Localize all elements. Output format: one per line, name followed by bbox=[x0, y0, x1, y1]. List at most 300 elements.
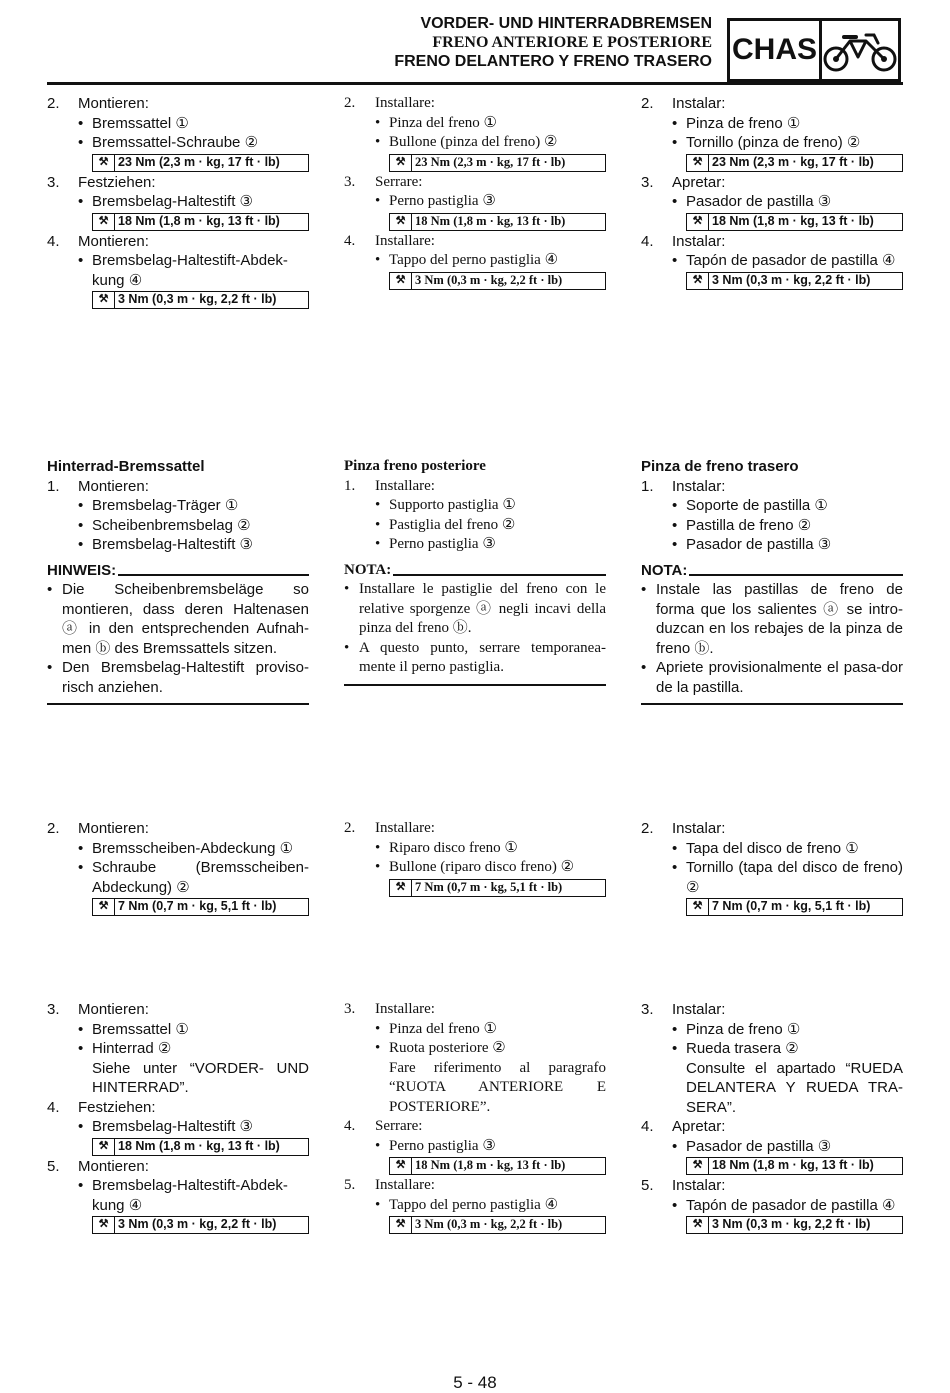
torque-value: 23 Nm (2,3 m · kg, 17 ft · lb) bbox=[712, 154, 874, 169]
wrench-icon: ⚒ bbox=[93, 1139, 115, 1155]
wrench-icon: ⚒ bbox=[390, 214, 412, 230]
step-action: Montieren: bbox=[78, 232, 149, 250]
bullet: • bbox=[78, 1118, 84, 1135]
note-text: Den Bremsbelag-Haltestift proviso-risch anziehen. bbox=[62, 659, 309, 696]
bullet: • bbox=[78, 1040, 84, 1057]
step-number: 2. bbox=[641, 95, 654, 112]
list-item bbox=[641, 114, 903, 134]
torque-spec bbox=[389, 213, 606, 231]
list-item bbox=[344, 535, 606, 555]
torque-spec bbox=[389, 154, 606, 172]
torque-spec bbox=[92, 1216, 309, 1234]
wrench-icon: ⚒ bbox=[93, 155, 115, 171]
item-text: Bullone (pinza del freno) ② bbox=[389, 134, 558, 150]
list-item bbox=[344, 1196, 606, 1216]
list-item bbox=[344, 192, 606, 212]
bullet: • bbox=[672, 859, 678, 876]
wrench-icon: ⚒ bbox=[390, 155, 412, 171]
step bbox=[641, 1000, 903, 1020]
item-text: Soporte de pastilla ① bbox=[686, 497, 828, 514]
list-item bbox=[641, 496, 903, 516]
wrench-icon: ⚒ bbox=[687, 214, 709, 230]
step-action: Installare: bbox=[375, 820, 435, 836]
item-text: Hinterrad ② bbox=[92, 1040, 172, 1057]
step-action: Serrare: bbox=[375, 1118, 423, 1134]
step-action: Festziehen: bbox=[78, 173, 156, 191]
it-section-3 bbox=[344, 819, 606, 898]
item-text: Bremsscheiben-Abdeckung ① bbox=[92, 839, 294, 857]
page-header-titles bbox=[394, 14, 712, 71]
step-action: Festziehen: bbox=[78, 1098, 156, 1116]
step bbox=[641, 1176, 903, 1196]
step-number: 1. bbox=[344, 477, 356, 494]
step bbox=[47, 477, 309, 497]
bullet: • bbox=[672, 497, 678, 514]
step-number: 3. bbox=[344, 1001, 356, 1017]
step-action: Apretar: bbox=[672, 173, 726, 191]
step-action: Installare: bbox=[375, 95, 435, 111]
torque-value: 3 Nm (0,3 m · kg, 2,2 ft · lb) bbox=[712, 272, 871, 287]
wrench-icon: ⚒ bbox=[93, 292, 115, 308]
item-text: Pastiglia del freno ② bbox=[389, 516, 516, 533]
wrench-icon: ⚒ bbox=[687, 1217, 709, 1233]
note-heading bbox=[47, 561, 309, 581]
step bbox=[641, 232, 903, 252]
torque-value: 3 Nm (0,3 m · kg, 2,2 ft · lb) bbox=[415, 1217, 563, 1232]
note-text: A questo punto, serrare temporanea-mente il perno pastiglia. bbox=[359, 639, 606, 675]
bullet: • bbox=[78, 839, 84, 857]
bullet: • bbox=[672, 536, 678, 553]
list-item bbox=[47, 1117, 309, 1137]
item-text: Rueda trasera ② bbox=[686, 1040, 799, 1057]
step-action: Montieren: bbox=[78, 95, 149, 112]
step bbox=[344, 1176, 606, 1196]
bullet: • bbox=[78, 134, 84, 151]
step-number: 2. bbox=[344, 95, 356, 111]
list-item bbox=[641, 1039, 903, 1059]
step bbox=[344, 477, 606, 497]
motorcycle-icon bbox=[822, 21, 898, 79]
torque-value: 7 Nm (0,7 m · kg, 5,1 ft · lb) bbox=[415, 879, 563, 894]
list-item bbox=[47, 1020, 309, 1040]
item-text: Tornillo (tapa del disco de freno) ② bbox=[686, 859, 903, 896]
item-text: Bullone (riparo disco freno) ② bbox=[389, 859, 575, 875]
bullet: • bbox=[672, 1020, 678, 1038]
step bbox=[344, 1117, 606, 1137]
list-item bbox=[641, 133, 903, 153]
step-number: 2. bbox=[47, 820, 60, 837]
list-item bbox=[47, 516, 309, 536]
bullet: • bbox=[375, 134, 381, 150]
step-action: Instalar: bbox=[672, 477, 726, 495]
note-text: Apriete provisionalmente el pasa-dor de la pastilla. bbox=[656, 659, 903, 696]
bullet: • bbox=[78, 252, 84, 269]
item-text: Pinza del freno ① bbox=[389, 114, 497, 131]
list-item bbox=[641, 1020, 903, 1040]
de-section-4 bbox=[47, 1000, 309, 1235]
list-item bbox=[47, 114, 309, 134]
step-action: Montieren: bbox=[78, 1157, 149, 1175]
wrench-icon: ⚒ bbox=[93, 899, 115, 915]
list-item bbox=[47, 858, 309, 897]
torque-spec bbox=[686, 1157, 903, 1175]
wrench-icon: ⚒ bbox=[687, 273, 709, 289]
bullet: • bbox=[47, 581, 53, 598]
note-end-rule bbox=[641, 703, 903, 705]
page-number: 5 - 48 bbox=[453, 1373, 497, 1392]
bullet: • bbox=[344, 639, 350, 656]
note-heading bbox=[641, 561, 903, 581]
bullet: • bbox=[672, 1196, 678, 1214]
step bbox=[344, 232, 606, 252]
item-text: Bremssattel ① bbox=[92, 114, 189, 132]
wrench-icon: ⚒ bbox=[687, 1158, 709, 1174]
torque-value: 3 Nm (0,3 m · kg, 2,2 ft · lb) bbox=[118, 1217, 277, 1232]
bullet: • bbox=[672, 516, 678, 534]
bullet: • bbox=[78, 859, 84, 876]
wrench-icon: ⚒ bbox=[93, 1217, 115, 1233]
item-text: Tapa del disco de freno ① bbox=[686, 839, 859, 857]
item-text: Bremssattel ① bbox=[92, 1020, 189, 1038]
step bbox=[641, 819, 903, 839]
step-number: 4. bbox=[47, 1098, 60, 1116]
step-action: Instalar: bbox=[672, 232, 726, 250]
item-text: Supporto pastiglia ① bbox=[389, 497, 516, 513]
torque-spec bbox=[92, 154, 309, 172]
bullet: • bbox=[672, 1040, 678, 1057]
bullet: • bbox=[641, 581, 647, 598]
note-item bbox=[47, 658, 309, 697]
list-item bbox=[641, 1137, 903, 1157]
torque-value: 7 Nm (0,7 m · kg, 5,1 ft · lb) bbox=[118, 899, 277, 914]
step-action: Serrare: bbox=[375, 173, 423, 190]
bullet: • bbox=[78, 497, 84, 514]
list-item bbox=[344, 1020, 606, 1040]
note-rule bbox=[118, 574, 309, 576]
note-item bbox=[344, 580, 606, 639]
step bbox=[641, 173, 903, 193]
torque-value: 7 Nm (0,7 m · kg, 5,1 ft · lb) bbox=[712, 899, 871, 914]
section-heading: Pinza freno posteriore bbox=[344, 458, 486, 474]
wrench-icon: ⚒ bbox=[390, 880, 412, 896]
step-number: 1. bbox=[641, 477, 654, 495]
torque-value: 18 Nm (1,8 m · kg, 13 ft · lb) bbox=[118, 1138, 280, 1153]
bullet: • bbox=[375, 839, 381, 856]
step-action: Instalar: bbox=[672, 1001, 726, 1018]
bullet: • bbox=[78, 193, 84, 210]
item-text: Tapón de pasador de pastilla ④ bbox=[686, 252, 896, 269]
step-number: 5. bbox=[344, 1177, 356, 1193]
note-item bbox=[641, 580, 903, 658]
torque-spec bbox=[686, 272, 903, 290]
item-text: Tappo del perno pastiglia ④ bbox=[389, 1196, 559, 1213]
list-item bbox=[344, 839, 606, 859]
step-action: Instalar: bbox=[672, 95, 726, 112]
item-text: Tornillo (pinza de freno) ② bbox=[686, 134, 861, 151]
section-badge bbox=[727, 18, 901, 82]
item-text: Tappo del perno pastiglia ④ bbox=[389, 252, 559, 268]
list-item bbox=[47, 496, 309, 516]
list-item bbox=[641, 192, 903, 212]
item-text: Scheibenbremsbelag ② bbox=[92, 516, 251, 534]
bullet: • bbox=[47, 659, 53, 676]
step bbox=[344, 173, 606, 193]
bullet: • bbox=[375, 193, 381, 209]
reference-text: Consulte el apartado “RUEDA DELANTERA Y RUEDA TRA-SERA”. bbox=[686, 1059, 903, 1116]
note-text: Installare le pastiglie del freno con le relative sporgenze ⓐ negli incavi della pinza del freno ⓑ. bbox=[359, 581, 606, 636]
de-section-2 bbox=[47, 457, 309, 705]
step-number: 5. bbox=[47, 1157, 60, 1175]
note-text: Die Scheibenbremsbeläge so montieren, dass deren Haltenasen ⓐ in den entsprechenden Aufnah-men ⓑ des Bremssattels sitzen. bbox=[62, 581, 309, 657]
step-action: Installare: bbox=[375, 1177, 435, 1193]
item-text: Pasador de pastilla ③ bbox=[686, 1137, 832, 1155]
wrench-icon: ⚒ bbox=[390, 1217, 412, 1233]
note-item bbox=[47, 580, 309, 658]
step-action: Apretar: bbox=[672, 1118, 726, 1135]
list-item bbox=[344, 1039, 606, 1059]
item-text: Bremsbelag-Haltestift-Abdek-kung ④ bbox=[92, 1177, 288, 1214]
bullet: • bbox=[672, 134, 678, 151]
bullet: • bbox=[375, 516, 381, 533]
wrench-icon: ⚒ bbox=[390, 1158, 412, 1174]
step bbox=[47, 94, 309, 114]
es-section-2 bbox=[641, 457, 903, 705]
note-item bbox=[641, 658, 903, 697]
note-rule bbox=[393, 574, 606, 576]
item-text: Bremsbelag-Träger ① bbox=[92, 497, 239, 514]
list-item bbox=[344, 114, 606, 134]
bullet: • bbox=[672, 114, 678, 132]
note-end-rule bbox=[344, 684, 606, 686]
bullet: • bbox=[78, 114, 84, 132]
step-number: 2. bbox=[641, 820, 654, 837]
step-number: 3. bbox=[47, 1001, 60, 1018]
step-number: 2. bbox=[47, 95, 60, 112]
list-item bbox=[47, 192, 309, 212]
torque-spec bbox=[92, 1138, 309, 1156]
step bbox=[47, 1157, 309, 1177]
item-text: Schraube (Bremsscheiben-Abdeckung) ② bbox=[92, 859, 309, 896]
step-number: 4. bbox=[641, 232, 654, 250]
reference-text: Fare riferimento al paragrafo “RUOTA ANTERIORE E POSTERIORE”. bbox=[389, 1059, 606, 1115]
step-action: Installare: bbox=[375, 1001, 435, 1017]
wrench-icon: ⚒ bbox=[93, 214, 115, 230]
note-rule bbox=[689, 574, 903, 576]
step-action: Montieren: bbox=[78, 820, 149, 837]
header-rule bbox=[47, 82, 903, 85]
step-action: Montieren: bbox=[78, 477, 149, 495]
de-section-3 bbox=[47, 819, 309, 917]
bullet: • bbox=[641, 659, 647, 676]
bullet: • bbox=[375, 1196, 381, 1213]
step-action: Instalar: bbox=[672, 820, 726, 837]
step bbox=[47, 232, 309, 252]
note-heading bbox=[344, 561, 606, 581]
bullet: • bbox=[375, 114, 381, 131]
bullet: • bbox=[672, 252, 678, 269]
torque-spec bbox=[686, 154, 903, 172]
item-text: Bremsbelag-Haltestift ③ bbox=[92, 193, 254, 210]
item-text: Perno pastiglia ③ bbox=[389, 536, 496, 552]
item-text: Perno pastiglia ③ bbox=[389, 1137, 496, 1154]
torque-value: 3 Nm (0,3 m · kg, 2,2 ft · lb) bbox=[118, 292, 277, 307]
list-item bbox=[641, 858, 903, 897]
item-text: Pinza de freno ① bbox=[686, 1020, 801, 1038]
item-text: Ruota posteriore ② bbox=[389, 1040, 506, 1056]
title-es: FRENO DELANTERO Y FRENO TRASERO bbox=[394, 53, 712, 70]
bullet: • bbox=[344, 581, 350, 597]
step-number: 2. bbox=[344, 820, 356, 836]
step bbox=[641, 477, 903, 497]
step-number: 4. bbox=[344, 1118, 356, 1134]
torque-spec bbox=[92, 898, 309, 916]
list-item bbox=[641, 516, 903, 536]
bullet: • bbox=[672, 193, 678, 210]
step-action: Installare: bbox=[375, 477, 435, 494]
step bbox=[344, 819, 606, 839]
list-item bbox=[641, 251, 903, 271]
torque-spec bbox=[389, 1216, 606, 1234]
list-item bbox=[47, 535, 309, 555]
note-text: Instale las pastillas de freno de forma que los salientes ⓐ se intro-duzcan en los rebajes de la pinza de freno ⓑ. bbox=[656, 581, 903, 657]
torque-value: 18 Nm (1,8 m · kg, 13 ft · lb) bbox=[118, 213, 280, 228]
list-item bbox=[344, 496, 606, 516]
list-item bbox=[344, 858, 606, 878]
section-heading: Hinterrad-Bremssattel bbox=[47, 458, 205, 475]
list-item bbox=[641, 839, 903, 859]
step-number: 4. bbox=[641, 1118, 654, 1135]
torque-spec bbox=[686, 1216, 903, 1234]
bullet: • bbox=[375, 536, 381, 552]
bullet: • bbox=[375, 859, 381, 875]
step-action: Installare: bbox=[375, 232, 435, 249]
item-text: Perno pastiglia ③ bbox=[389, 193, 496, 209]
step bbox=[47, 173, 309, 193]
bullet: • bbox=[672, 1137, 678, 1155]
reference-text: Siehe unter “VORDER- UND HINTERRAD”. bbox=[92, 1059, 309, 1096]
step-number: 3. bbox=[641, 173, 654, 191]
bullet: • bbox=[78, 1020, 84, 1038]
bullet: • bbox=[375, 252, 381, 268]
torque-spec bbox=[389, 879, 606, 897]
list-item bbox=[641, 535, 903, 555]
torque-value: 18 Nm (1,8 m · kg, 13 ft · lb) bbox=[712, 213, 874, 228]
step-number: 3. bbox=[47, 173, 60, 191]
list-item bbox=[47, 251, 309, 290]
torque-value: 18 Nm (1,8 m · kg, 13 ft · lb) bbox=[415, 213, 566, 228]
step-action: Montieren: bbox=[78, 1001, 149, 1018]
it-section-4 bbox=[344, 1000, 606, 1235]
list-item bbox=[344, 133, 606, 153]
step bbox=[47, 1098, 309, 1118]
list-item bbox=[47, 839, 309, 859]
section-heading: Pinza de freno trasero bbox=[641, 458, 799, 475]
torque-value: 3 Nm (0,3 m · kg, 2,2 ft · lb) bbox=[712, 1217, 871, 1232]
bullet: • bbox=[78, 516, 84, 534]
item-text: Pasador de pastilla ③ bbox=[686, 193, 832, 210]
torque-spec bbox=[686, 898, 903, 916]
step-number: 4. bbox=[344, 232, 356, 249]
list-item bbox=[47, 133, 309, 153]
step bbox=[344, 1000, 606, 1020]
item-text: Riparo disco freno ① bbox=[389, 839, 518, 856]
bullet: • bbox=[672, 839, 678, 857]
torque-spec bbox=[389, 272, 606, 290]
note-title: NOTA: bbox=[641, 561, 688, 579]
step bbox=[641, 94, 903, 114]
bullet: • bbox=[375, 1137, 381, 1154]
note-title: HINWEIS: bbox=[47, 561, 117, 579]
item-text: Pinza del freno ① bbox=[389, 1020, 497, 1037]
step bbox=[344, 94, 606, 114]
bullet: • bbox=[78, 1177, 84, 1194]
item-text: Tapón de pasador de pastilla ④ bbox=[686, 1196, 896, 1214]
es-section-1 bbox=[641, 94, 903, 291]
section-badge-label: CHAS bbox=[730, 21, 822, 79]
step-number: 4. bbox=[47, 232, 60, 250]
item-text: Bremssattel-Schraube ② bbox=[92, 134, 259, 151]
torque-spec bbox=[389, 1157, 606, 1175]
list-item bbox=[47, 1039, 309, 1059]
item-text: Pastilla de freno ② bbox=[686, 516, 812, 534]
torque-value: 23 Nm (2,3 m · kg, 17 ft · lb) bbox=[118, 154, 280, 169]
step bbox=[47, 1000, 309, 1020]
title-it: FRENO ANTERIORE E POSTERIORE bbox=[432, 34, 712, 51]
note-title: NOTA: bbox=[344, 561, 392, 578]
note-end-rule bbox=[47, 703, 309, 705]
torque-value: 18 Nm (1,8 m · kg, 13 ft · lb) bbox=[415, 1158, 566, 1173]
torque-value: 23 Nm (2,3 m · kg, 17 ft · lb) bbox=[415, 154, 566, 169]
bullet: • bbox=[78, 536, 84, 553]
torque-spec bbox=[686, 213, 903, 231]
torque-value: 18 Nm (1,8 m · kg, 13 ft · lb) bbox=[712, 1158, 874, 1173]
item-text: Pasador de pastilla ③ bbox=[686, 536, 832, 553]
bullet: • bbox=[375, 1040, 381, 1056]
es-section-3 bbox=[641, 819, 903, 917]
step bbox=[641, 1117, 903, 1137]
it-section-2 bbox=[344, 457, 606, 686]
wrench-icon: ⚒ bbox=[687, 899, 709, 915]
step bbox=[47, 819, 309, 839]
title-de: VORDER- UND HINTERRADBREMSEN bbox=[420, 15, 712, 32]
step-action: Instalar: bbox=[672, 1177, 726, 1194]
torque-spec bbox=[92, 213, 309, 231]
it-section-1 bbox=[344, 94, 606, 291]
bullet: • bbox=[375, 1020, 381, 1037]
note-item bbox=[344, 639, 606, 678]
bullet: • bbox=[375, 497, 381, 513]
step-number: 5. bbox=[641, 1177, 654, 1194]
es-section-4 bbox=[641, 1000, 903, 1235]
torque-spec bbox=[92, 291, 309, 309]
list-item bbox=[344, 516, 606, 536]
step-number: 1. bbox=[47, 477, 60, 495]
list-item bbox=[47, 1176, 309, 1215]
wrench-icon: ⚒ bbox=[687, 155, 709, 171]
de-section-1 bbox=[47, 94, 309, 310]
item-text: Bremsbelag-Haltestift ③ bbox=[92, 1118, 254, 1135]
list-item bbox=[344, 1137, 606, 1157]
item-text: Bremsbelag-Haltestift ③ bbox=[92, 536, 254, 553]
list-item bbox=[344, 251, 606, 271]
item-text: Pinza de freno ① bbox=[686, 114, 801, 132]
wrench-icon: ⚒ bbox=[390, 273, 412, 289]
step-number: 3. bbox=[641, 1001, 654, 1018]
torque-value: 3 Nm (0,3 m · kg, 2,2 ft · lb) bbox=[415, 272, 563, 287]
item-text: Bremsbelag-Haltestift-Abdek-kung ④ bbox=[92, 252, 288, 289]
list-item bbox=[641, 1196, 903, 1216]
step-number: 3. bbox=[344, 173, 356, 190]
